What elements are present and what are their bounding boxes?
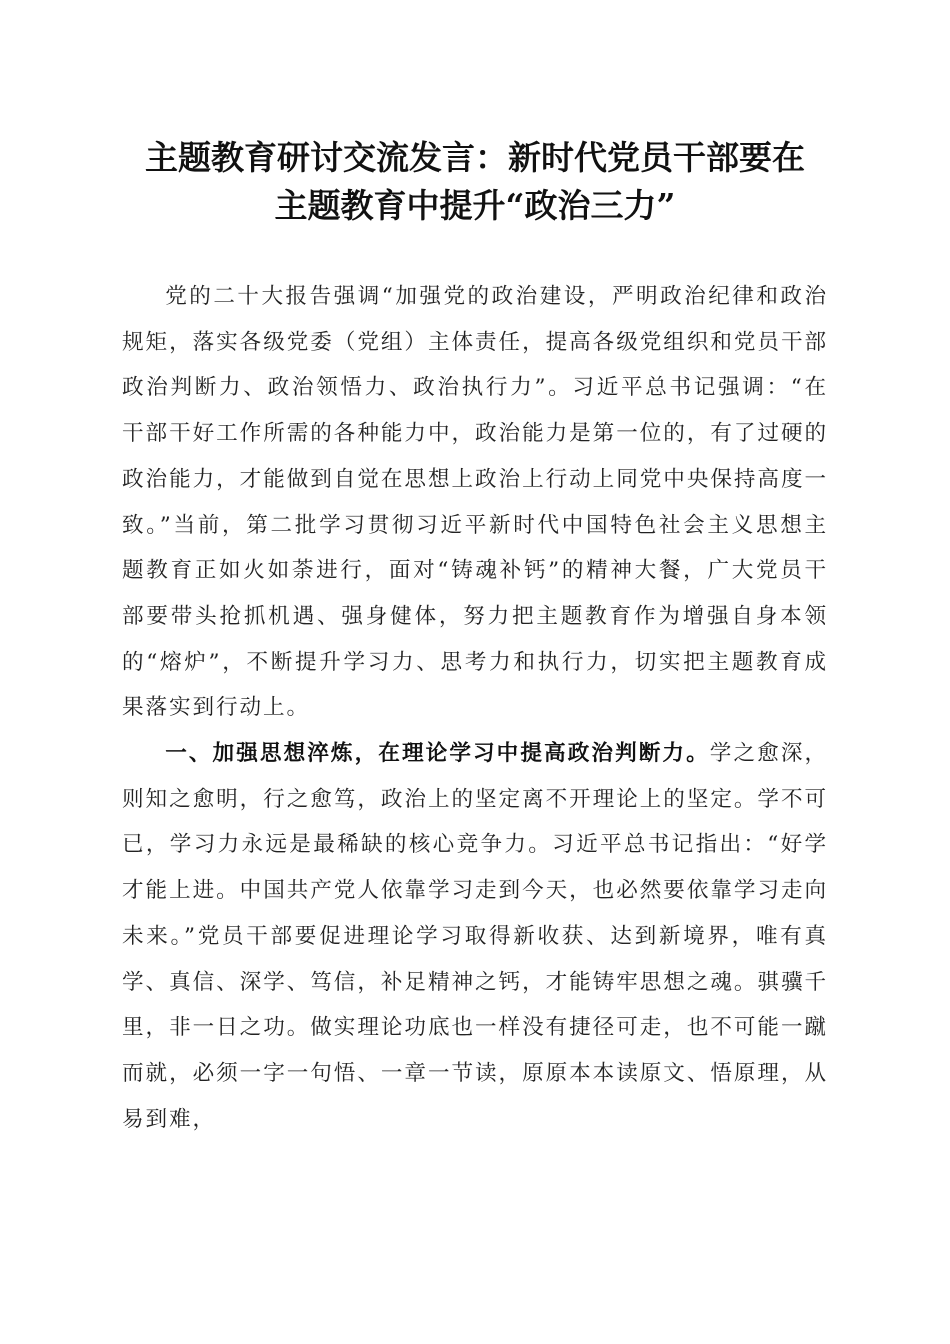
title-line-1: 主题教育研讨交流发言：新时代党员干部要在 <box>145 138 805 177</box>
section-1-heading: 一、加强思想淬炼，在理论学习中提高政治判断力。 <box>165 741 710 767</box>
title-line-2: 主题教育中提升“政治三力” <box>274 186 676 225</box>
section-1-paragraph <box>122 731 828 1142</box>
section-1-text: 学之愈深，则知之愈明，行之愈笃，政治上的坚定离不开理论上的坚定。学不可已，学习力永远是最稀缺的核心竞争力。习近平总书记指出：“好学才能上进。中国共产党人依靠学习走到今天，也必然要依靠学习走向未来。”党员干部要促进理论学习取得新收获、达到新境界，唯有真学、真信、深学、笃信，补足精神之钙，才能铸牢思想之魂。骐骥千里，非一日之功。做实理论功底也一样没有捷径可走，也不可能一蹴而就，必须一字一句悟、一章一节读，原原本本读原文、悟原理，从易到难， <box>122 741 828 1132</box>
document-body <box>122 274 828 1142</box>
document-title <box>100 134 850 230</box>
intro-paragraph: 党的二十大报告强调“加强党的政治建设，严明政治纪律和政治规矩，落实各级党委（党组）主体责任，提高各级党组织和党员干部政治判断力、政治领悟力、政治执行力”。习近平总书记强调：“在干部干好工作所需的各种能力中，政治能力是第一位的，有了过硬的政治能力，才能做到自觉在思想上政治上行动上同党中央保持高度一致。”当前，第二批学习贯彻习近平新时代中国特色社会主义思想主题教育正如火如荼进行，面对“铸魂补钙”的精神大餐，广大党员干部要带头抢抓机遇、强身健体，努力把主题教育作为增强自身本领的“熔炉”，不断提升学习力、思考力和执行力，切实把主题教育成果落实到行动上。 <box>122 284 828 721</box>
